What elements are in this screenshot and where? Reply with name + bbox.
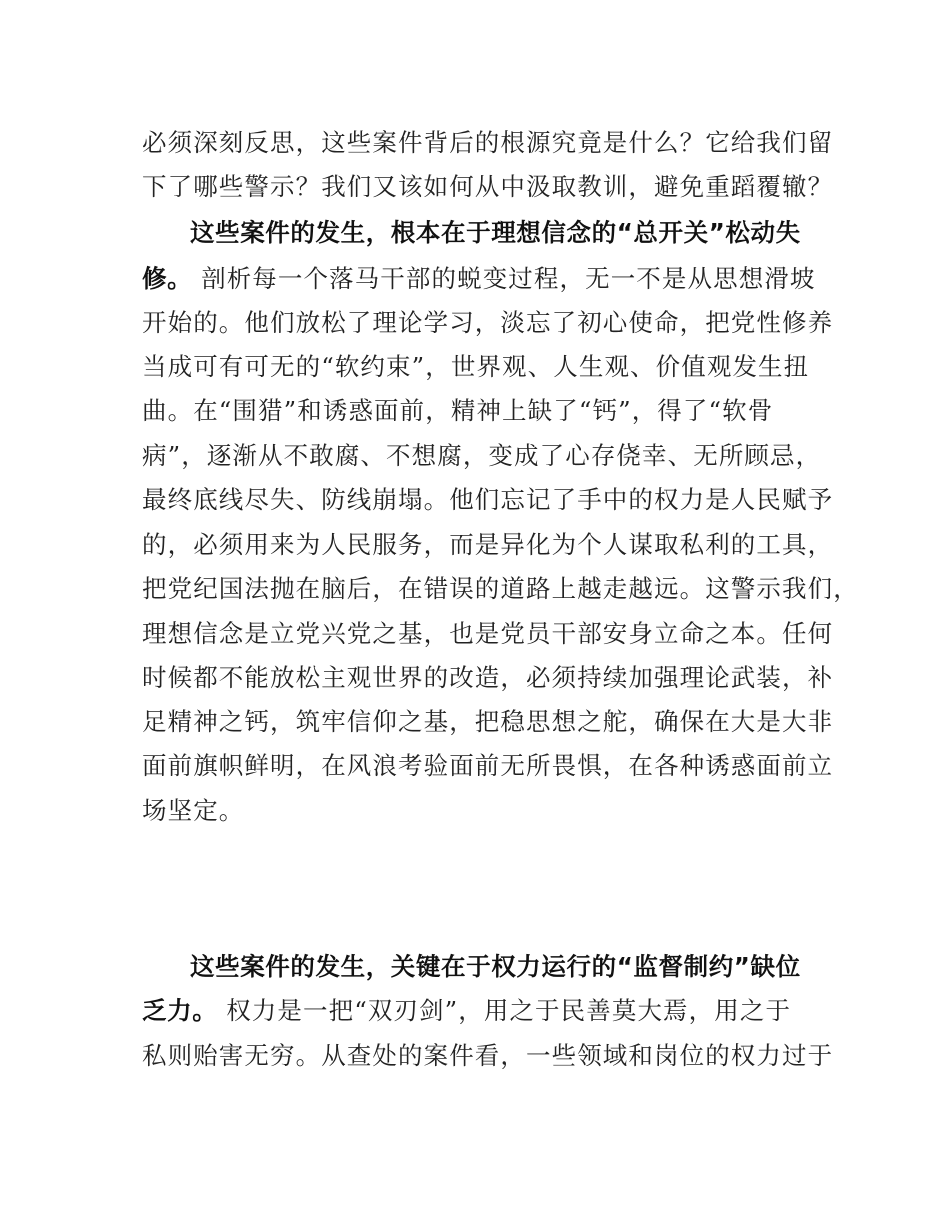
text-line: [142, 394, 822, 428]
bold-lead: 乏力。: [142, 996, 218, 1025]
line-text: 足精神之钙，筑牢信仰之基，把稳思想之舵，确保在大是大非: [142, 707, 834, 736]
section-heading-line: [190, 216, 870, 250]
text-line: [142, 661, 834, 695]
text-line: [142, 794, 822, 828]
line-text: 私则贻害无穷。从查处的案件看，一些领域和岗位的权力过于: [142, 1041, 834, 1070]
text-line: [142, 483, 834, 517]
line-text: 最终底线尽失、防线崩塌。他们忘记了手中的权力是人民赋予: [142, 485, 834, 514]
section-heading-line: [190, 950, 870, 984]
line-text: 开始的。他们放松了理论学习，淡忘了初心使命，把党性修养: [142, 308, 834, 337]
text-line: [142, 1039, 834, 1073]
text-line: [142, 994, 822, 1028]
line-text: 剖析每一个落马干部的蜕变过程，无一不是从思想滑坡: [192, 264, 816, 293]
text-line: [142, 528, 834, 562]
bold-lead: 这些案件的发生，根本在于理想信念的“总开关”松动失: [190, 218, 801, 247]
line-text: 必须深刻反思，这些案件背后的根源究竟是什么？它给我们留: [142, 128, 834, 157]
text-line: [142, 306, 834, 340]
line-text: 当成可有可无的“软约束”，世界观、人生观、价值观发生扭: [142, 352, 810, 381]
text-line: [142, 617, 834, 651]
text-line: [142, 572, 859, 606]
line-text: 的，必须用来为人民服务，而是异化为个人谋取私利的工具，: [142, 530, 834, 559]
line-text: 下了哪些警示？我们又该如何从中汲取教训，避免重蹈覆辙？: [142, 172, 834, 201]
text-line: [142, 350, 822, 384]
text-line: [142, 439, 822, 473]
text-line: [142, 262, 822, 296]
text-line: [142, 126, 834, 160]
text-line: [142, 705, 834, 739]
line-text: 时候都不能放松主观世界的改造，必须持续加强理论武装，补: [142, 663, 834, 692]
line-text: 面前旗帜鲜明，在风浪考验面前无所畏惧，在各种诱惑面前立: [142, 751, 834, 780]
line-text: 理想信念是立党兴党之基，也是党员干部安身立命之本。任何: [142, 619, 834, 648]
line-text: 场坚定。: [142, 796, 245, 825]
line-text: 曲。在“围猎”和诱惑面前，精神上缺了“钙”，得了“软骨: [142, 396, 774, 425]
line-text: 病”，逐渐从不敢腐、不想腐，变成了心存侥幸、无所顾忌，: [142, 441, 822, 470]
text-line: [142, 749, 834, 783]
line-text: 权力是一把“双刃剑”，用之于民善莫大焉，用之于: [217, 996, 792, 1025]
text-line: [142, 170, 834, 204]
bold-lead: 这些案件的发生，关键在于权力运行的“监督制约”缺位: [190, 952, 801, 981]
bold-lead: 修。: [142, 264, 193, 293]
line-text: 把党纪国法抛在脑后，在错误的道路上越走越远。这警示我们，: [142, 574, 859, 603]
